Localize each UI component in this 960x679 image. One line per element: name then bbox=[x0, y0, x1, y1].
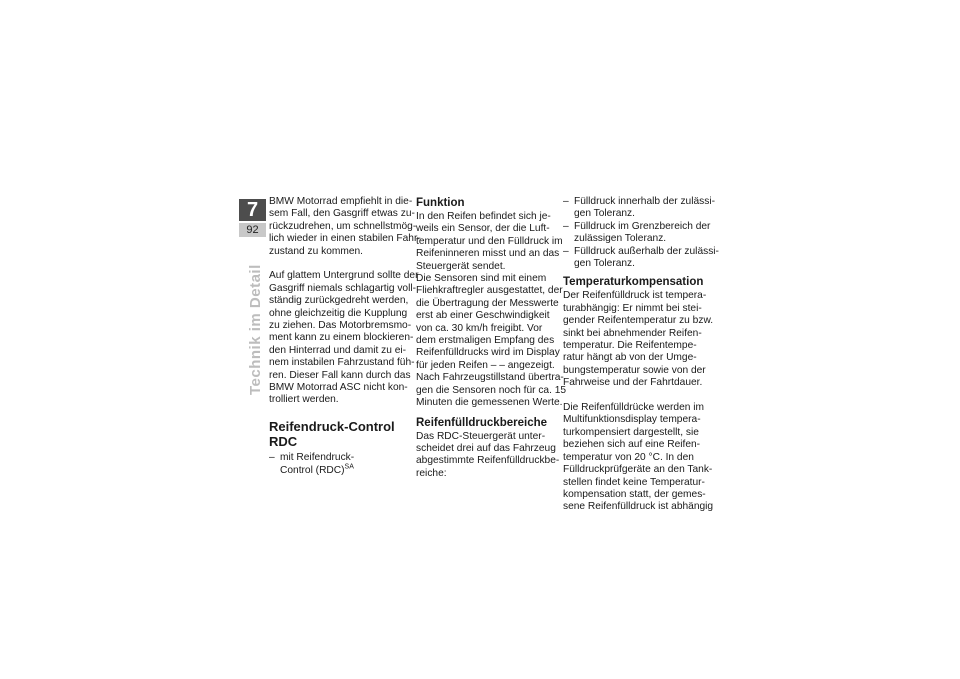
list-item: – Fülldruck innerhalb der zulässi- gen Toleranz. bbox=[563, 196, 715, 220]
section-heading: Temperaturkompensation bbox=[563, 276, 704, 289]
paragraph: Die Reifenfülldrücke werden im Multifunktionsdisplay tempera- turkompensiert dargestellt, sie beziehen sich auf eine Reifen- temperatur von 20 °C. In den Fülldruckprüfgeräte an den Tank- stellen findet keine Temperatur- kompensation statt, der gemes- sene Reifenfülldruck ist abhängig bbox=[563, 402, 714, 513]
text-column-3 bbox=[563, 196, 719, 514]
list-item: – Fülldruck außerhalb der zulässi- gen Toleranz. bbox=[563, 245, 719, 270]
list-dash: – bbox=[563, 220, 569, 232]
option-marker: SA bbox=[344, 463, 354, 471]
list-dash: – bbox=[563, 245, 569, 257]
list-dash: – bbox=[269, 452, 275, 464]
paragraph: BMW Motorrad empfiehlt in die- sem Fall, den Gasgriff etwas zu- rückzudrehen, um schnellstmög- lich wieder in einen stabilen Fahr- zustand zu kommen. bbox=[269, 196, 421, 257]
text-column-1 bbox=[269, 196, 421, 477]
list-item: – Fülldruck im Grenzbereich der zulässigen Toleranz. bbox=[563, 220, 711, 245]
paragraph: In den Reifen befindet sich je- weils ein Sensor, der die Luft- temperatur und den Fülldruck im Reifeninneren misst und an das Steuergerät sendet. bbox=[416, 211, 563, 272]
chapter-number: 7 bbox=[239, 199, 266, 221]
list-dash: – bbox=[563, 196, 569, 207]
text-column-2 bbox=[416, 196, 567, 480]
section-heading: Funktion bbox=[416, 197, 465, 209]
section-heading: Reifendruck-Control RDC bbox=[269, 419, 395, 450]
paragraph: Auf glattem Untergrund sollte der Gasgriff niemals schlagartig voll- ständig zurückgedreht werden, ohne gleichzeitig die Kupplung zu ziehen. Das Motorbremsmo- ment kann zu einem blockieren- den Hinterrad und damit zu ei- nem instabilen Fahrzustand füh- ren. Dieser Fall kann durch das BMW Motorrad ASC nicht kon- trolliert werden. bbox=[269, 270, 419, 406]
paragraph: Der Reifenfülldruck ist tempera- turabhängig: Er nimmt bei stei- gender Reifentemperatur zu bzw. sinkt bei abnehmender Reifen- temperatur. Die Reifentempe- ratur hängt ab von der Umge- bungstemperatur sowie von der Fahrweise und der Fahrtdauer. bbox=[563, 290, 714, 389]
section-heading: Reifenfülldruckbereiche bbox=[416, 416, 548, 429]
list-item: – mit Reifendruck- Control (RDC)$^{SA}$ bbox=[269, 452, 355, 476]
page-number: 92 bbox=[239, 223, 266, 237]
chapter-title: Technik im Detail bbox=[247, 264, 264, 395]
paragraph: Die Sensoren sind mit einem Fliehkraftregler ausgestattet, der die Übertragung der Messwerte erst ab einer Geschwindigkeit von ca. 30 km/h freigibt. Vor dem erstmaligen Empfang des Reifenfülldrucks wird im Display für jeden Reifen – – angezeigt. Nach Fahrzeugstillstand übertra- gen die Sensoren noch für ca. 15 Minuten die gemessenen Werte. bbox=[416, 273, 567, 409]
paragraph: Das RDC-Steuergerät unter- scheidet drei auf das Fahrzeug abgestimmte Reifenfülldruckbe- reiche: bbox=[416, 430, 560, 479]
